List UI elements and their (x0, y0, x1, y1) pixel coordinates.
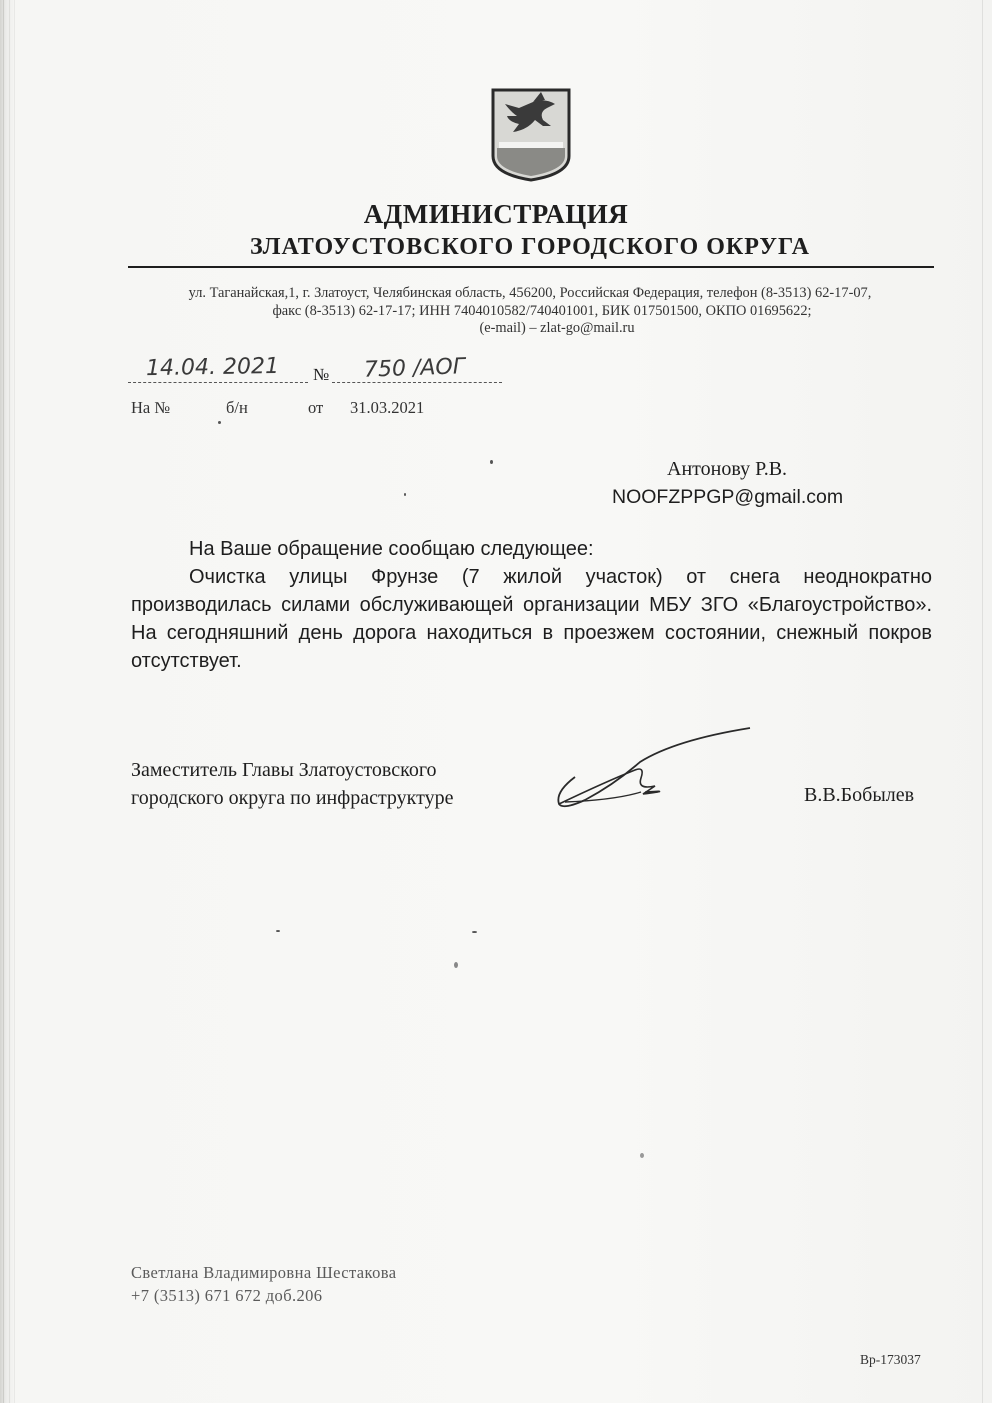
addressee-name: Антонову Р.В. (667, 458, 788, 480)
signer-name: В.В.Бобылев (804, 784, 915, 806)
scan-speck (218, 421, 221, 424)
body-intro: На Ваше обращение сообщаю следующее: (189, 538, 594, 560)
reference-from-label: от (308, 398, 324, 417)
letter-body (131, 535, 932, 675)
organization-title-line1: АДМИНИСТРАЦИЯ (363, 199, 629, 229)
registration-number: 750 /АОГ (363, 354, 466, 383)
signer-position-line1: Заместитель Главы Златоустовского (131, 759, 437, 781)
organization-title-line2: ЗЛАТОУСТОВСКОГО ГОРОДСКОГО ОКРУГА (250, 234, 810, 260)
reference-label: На № (131, 398, 171, 417)
address-line: ул. Таганайская,1, г. Златоуст, Челябинская область, 456200, Российская Федерация, телефон (8-3513) 62-17-07, (188, 285, 872, 301)
handwritten-signature (545, 722, 760, 814)
email-line: (e-mail) – zlat-go@mail.ru (479, 320, 635, 336)
reference-date: 31.03.2021 (350, 398, 425, 417)
document-code: Вр-173037 (860, 1352, 921, 1367)
contacts-line: факс (8-3513) 62-17-17; ИНН 7404010582/740401001, БИК 017501500, ОКПО 01695622; (272, 302, 812, 319)
scan-speck (454, 962, 458, 968)
header-divider (128, 266, 934, 268)
body-paragraph: Очистка улицы Фрунзе (7 жилой участок) от снега неоднократно производилась силами обслуживающей организации МБУ ЗГО «Благоустройство». На сегодняшний день дорога находиться в проезжем состоянии, снежный покров отсутствует. (131, 566, 932, 672)
reference-number: б/н (226, 398, 248, 417)
addressee-block (560, 455, 860, 511)
organization-title (0, 198, 992, 264)
city-coat-of-arms-emblem (489, 86, 573, 182)
scan-speck (276, 930, 280, 932)
registration-date-line (128, 382, 308, 383)
number-sign: № (313, 365, 330, 384)
scan-speck (490, 460, 493, 464)
scan-speck (640, 1153, 644, 1158)
signer-position-line2: городского округа по инфраструктуре (131, 787, 454, 809)
signer-position (131, 756, 453, 812)
addressee-email: NOOFZPPGP@gmail.com (612, 486, 844, 508)
registration-date: 14.04. 2021 (145, 353, 280, 382)
organization-address-block (124, 285, 936, 338)
executor-block (131, 1261, 396, 1307)
registration-number-line (332, 382, 502, 383)
executor-name: Светлана Владимировна Шестакова (131, 1263, 397, 1282)
scan-speck (404, 493, 406, 496)
scan-speck (472, 931, 477, 933)
executor-phone: +7 (3513) 671 672 доб.206 (131, 1286, 323, 1305)
